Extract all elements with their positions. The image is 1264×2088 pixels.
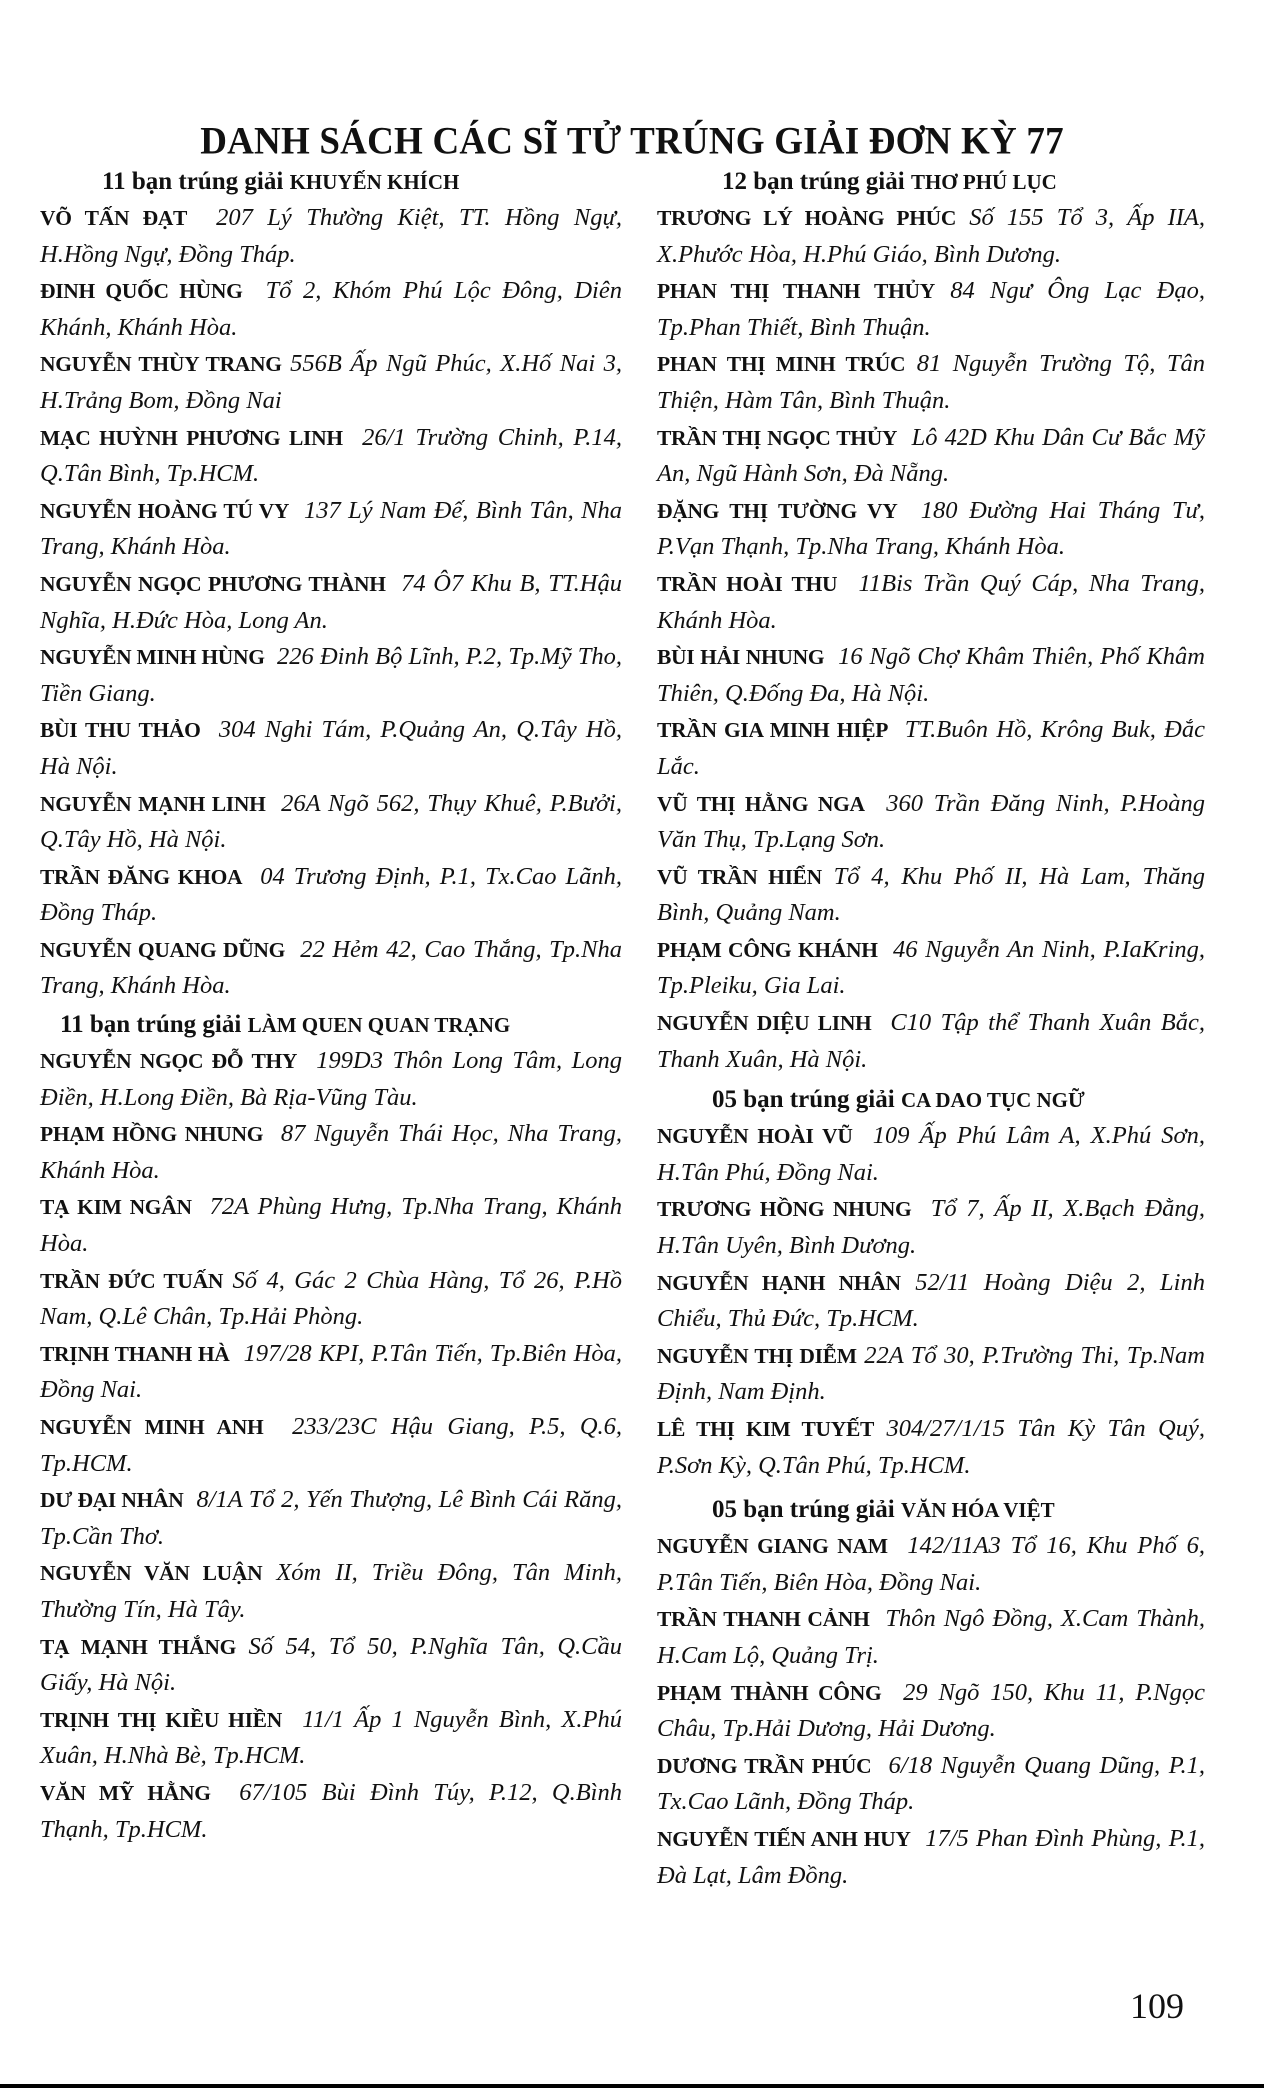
winner-entry bbox=[40, 1482, 622, 1555]
section-category: VĂN HÓA VIỆT bbox=[900, 1498, 1055, 1523]
winner-name: NGUYỄN QUANG DŨNG bbox=[40, 937, 286, 962]
winner-entry bbox=[657, 932, 1205, 1005]
winner-name: NGUYỄN DIỆU LINH bbox=[657, 1011, 872, 1036]
winner-address: 360 Trần Đăng Ninh, P.Hoàng Văn Thụ, Tp.Lạng Sơn. bbox=[657, 789, 1205, 854]
section-count: 12 bạn trúng giải bbox=[722, 168, 905, 195]
winner-entry bbox=[657, 1821, 1205, 1894]
section-count: 11 bạn trúng giải bbox=[102, 168, 284, 195]
winner-name: PHẠM THÀNH CÔNG bbox=[657, 1680, 882, 1705]
winner-entry bbox=[40, 639, 622, 712]
winner-entry bbox=[40, 1189, 622, 1262]
winner-address: 304/27/1/15 Tân Kỳ Tân Quý, P.Sơn Kỳ, Q.Tân Phú, Tp.HCM. bbox=[657, 1415, 1206, 1479]
section-count: 05 bạn trúng giải bbox=[712, 1086, 895, 1114]
winner-entry bbox=[40, 493, 622, 566]
winner-name: LÊ THỊ KIM TUYẾT bbox=[657, 1417, 875, 1441]
winner-address: 180 Đường Hai Tháng Tư, P.Vạn Thạnh, Tp.Nha Trang, Khánh Hòa. bbox=[657, 496, 1206, 561]
winner-address: 81 Nguyễn Trường Tộ, Tân Thiện, Hàm Tân, Bình Thuận. bbox=[657, 350, 1206, 414]
winner-address: Tổ 4, Khu Phố II, Hà Lam, Thăng Bình, Quảng Nam. bbox=[657, 862, 1206, 927]
winner-entry bbox=[40, 1116, 622, 1189]
winner-name: TRẦN THANH CẢNH bbox=[657, 1607, 870, 1632]
winner-address: Tổ 2, Khóm Phú Lộc Đông, Diên Khánh, Khánh Hòa. bbox=[40, 277, 622, 341]
winner-entry bbox=[657, 1338, 1205, 1411]
winner-name: NGUYỄN THÙY TRANG bbox=[40, 352, 282, 377]
winner-address: 137 Lý Nam Đế, Bình Tân, Nha Trang, Khánh Hòa. bbox=[40, 496, 623, 561]
winner-entry bbox=[657, 1265, 1205, 1338]
winner-name: VŨ THỊ HẰNG NGA bbox=[657, 791, 865, 816]
winner-name: NGUYỄN THỊ DIỄM bbox=[657, 1343, 857, 1368]
winner-entry bbox=[40, 1555, 622, 1628]
section-count: 11 bạn trúng giải bbox=[60, 1011, 242, 1039]
winner-address: TT.Buôn Hồ, Krông Buk, Đắc Lắc. bbox=[657, 716, 1205, 780]
winner-address: 29 Ngõ 150, Khu 11, P.Ngọc Châu, Tp.Hải Dương, Hải Dương. bbox=[657, 1678, 1205, 1743]
winner-address: 6/18 Nguyễn Quang Dũng, P.1, Tx.Cao Lãnh, Đồng Tháp. bbox=[657, 1751, 1205, 1816]
page-number: 109 bbox=[1130, 1986, 1184, 2026]
winner-entry bbox=[657, 1191, 1205, 1264]
winner-address: 72A Phùng Hưng, Tp.Nha Trang, Khánh Hòa. bbox=[40, 1193, 622, 1258]
winner-name: NGUYỄN VĂN LUẬN bbox=[40, 1561, 263, 1586]
winner-name: TRẦN ĐĂNG KHOA bbox=[40, 864, 243, 889]
winner-address: 109 Ấp Phú Lâm A, X.Phú Sơn, H.Tân Phú, Đồng Nai. bbox=[657, 1122, 1206, 1186]
winner-name: TRƯƠNG HỒNG NHUNG bbox=[657, 1197, 912, 1222]
winner-address: 16 Ngõ Chợ Khâm Thiên, Phố Khâm Thiên, Q.Đống Đa, Hà Nội. bbox=[657, 643, 1206, 707]
winner-entry bbox=[40, 200, 622, 273]
winner-name: NGUYỄN TIẾN ANH HUY bbox=[657, 1826, 911, 1851]
winner-address: Số 4, Gác 2 Chùa Hàng, Tổ 26, P.Hồ Nam, Q.Lê Chân, Tp.Hải Phòng. bbox=[40, 1266, 622, 1331]
winner-entry bbox=[657, 566, 1205, 639]
winner-address: 226 Đinh Bộ Lĩnh, P.2, Tp.Mỹ Tho, Tiền Giang. bbox=[40, 643, 623, 707]
winner-entry bbox=[657, 200, 1205, 273]
winner-name: TRẦN ĐỨC TUẤN bbox=[40, 1268, 224, 1293]
winner-address: 17/5 Phan Đình Phùng, P.1, Đà Lạt, Lâm Đồng. bbox=[657, 1824, 1206, 1889]
winner-address: 8/1A Tổ 2, Yến Thượng, Lê Bình Cái Răng, Tp.Cần Thơ. bbox=[40, 1486, 623, 1550]
winner-address: Thôn Ngô Đồng, X.Cam Thành, H.Cam Lộ, Quảng Trị. bbox=[657, 1605, 1205, 1669]
winner-address: 556B Ấp Ngũ Phúc, X.Hố Nai 3, H.Trảng Bom, Đồng Nai bbox=[40, 350, 622, 414]
winner-name: VŨ TRẦN HIỂN bbox=[657, 864, 822, 889]
winner-address: 46 Nguyễn An Ninh, P.IaKring, Tp.Pleiku, Gia Lai. bbox=[657, 935, 1205, 1000]
winner-name: NGUYỄN HOÀI VŨ bbox=[657, 1124, 853, 1149]
winner-name: NGUYỄN NGỌC PHƯƠNG THÀNH bbox=[40, 571, 386, 596]
winner-name: TRƯƠNG LÝ HOÀNG PHÚC bbox=[657, 206, 957, 230]
winner-address: 142/11A3 Tổ 16, Khu Phố 6, P.Tân Tiến, Biên Hòa, Đồng Nai. bbox=[657, 1532, 1206, 1596]
winner-name: TẠ MẠNH THẮNG bbox=[40, 1634, 237, 1659]
section-category: KHUYẾN KHÍCH bbox=[289, 170, 460, 194]
winner-entry bbox=[40, 346, 622, 419]
left-column bbox=[40, 164, 622, 1848]
section-heading bbox=[657, 1082, 1205, 1118]
section-heading bbox=[40, 164, 622, 200]
winner-name: NGUYỄN MINH HÙNG bbox=[40, 645, 265, 670]
winner-entry bbox=[40, 786, 622, 859]
winner-name: PHẠM HỒNG NHUNG bbox=[40, 1122, 264, 1147]
winner-entry bbox=[657, 1005, 1205, 1078]
winner-name: ĐẶNG THỊ TƯỜNG VY bbox=[657, 498, 898, 523]
winner-entry bbox=[657, 1528, 1205, 1601]
winner-name: DƯ ĐẠI NHÂN bbox=[40, 1488, 184, 1513]
winner-entry bbox=[657, 859, 1205, 932]
winner-entry bbox=[40, 566, 622, 639]
winner-name: TẠ KIM NGÂN bbox=[40, 1195, 192, 1220]
winner-address: 04 Trương Định, P.1, Tx.Cao Lãnh, Đồng Tháp. bbox=[40, 862, 622, 927]
winner-address: 22A Tổ 30, P.Trường Thi, Tp.Nam Định, Nam Định. bbox=[657, 1341, 1206, 1406]
winner-entry bbox=[657, 786, 1205, 859]
winner-entry bbox=[657, 273, 1205, 346]
winner-entry bbox=[657, 493, 1205, 566]
winner-entry bbox=[657, 420, 1205, 493]
winner-address: 304 Nghi Tám, P.Quảng An, Q.Tây Hồ, Hà Nội. bbox=[40, 716, 622, 780]
winner-name: NGUYỄN HẠNH NHÂN bbox=[657, 1270, 901, 1295]
winner-name: ĐINH QUỐC HÙNG bbox=[40, 279, 243, 304]
winner-address: 11/1 Ấp 1 Nguyễn Bình, X.Phú Xuân, H.Nhà Bè, Tp.HCM. bbox=[40, 1705, 623, 1770]
winner-name: TRẦN HOÀI THU bbox=[657, 571, 838, 596]
winner-entry bbox=[657, 1675, 1205, 1748]
winner-entry bbox=[40, 932, 622, 1005]
winner-entry bbox=[40, 712, 622, 785]
winner-address: 52/11 Hoàng Diệu 2, Linh Chiểu, Thủ Đức, Tp.HCM. bbox=[657, 1268, 1205, 1333]
winner-address: 26/1 Trường Chinh, P.14, Q.Tân Bình, Tp.HCM. bbox=[40, 423, 622, 488]
winner-address: 87 Nguyễn Thái Học, Nha Trang, Khánh Hòa. bbox=[40, 1120, 623, 1184]
winner-name: PHAN THỊ MINH TRÚC bbox=[657, 352, 906, 377]
winner-name: TRẦN GIA MINH HIỆP bbox=[657, 718, 889, 743]
winner-name: NGUYỄN MẠNH LINH bbox=[40, 791, 266, 816]
winner-name: VÕ TẤN ĐẠT bbox=[40, 206, 188, 230]
winner-entry bbox=[657, 1118, 1205, 1191]
winner-entry bbox=[40, 1409, 622, 1482]
winner-address: Tổ 7, Ấp II, X.Bạch Đằng, H.Tân Uyên, Bình Dương. bbox=[657, 1195, 1206, 1260]
bottom-rule bbox=[0, 2084, 1264, 2088]
winner-address: 199D3 Thôn Long Tâm, Long Điền, H.Long Điền, Bà Rịa-Vũng Tàu. bbox=[40, 1047, 623, 1111]
winner-address: Xóm II, Triều Đông, Tân Minh, Thường Tín, Hà Tây. bbox=[40, 1559, 623, 1623]
winner-address: 197/28 KPI, P.Tân Tiến, Tp.Biên Hòa, Đồng Nai. bbox=[40, 1339, 622, 1404]
winner-name: NGUYỄN HOÀNG TÚ VY bbox=[40, 498, 290, 523]
winner-entry bbox=[657, 639, 1205, 712]
winner-entry bbox=[40, 1043, 622, 1116]
winner-entry bbox=[657, 1748, 1205, 1821]
winner-entry bbox=[657, 712, 1205, 785]
winner-entry bbox=[40, 1263, 622, 1336]
winner-address: 74 Ô7 Khu B, TT.Hậu Nghĩa, H.Đức Hòa, Long An. bbox=[40, 569, 622, 634]
section-category: CA DAO TỤC NGỮ bbox=[900, 1088, 1085, 1113]
winner-address: Số 155 Tổ 3, Ấp IIA, X.Phước Hòa, H.Phú Giáo, Bình Dương. bbox=[657, 204, 1206, 268]
section-category: THƠ PHÚ LỤC bbox=[910, 170, 1057, 194]
winner-address: Số 54, Tổ 50, P.Nghĩa Tân, Q.Cầu Giấy, Hà Nội. bbox=[40, 1632, 622, 1697]
winner-address: 207 Lý Thường Kiệt, TT. Hồng Ngự, H.Hồng Ngự, Đồng Tháp. bbox=[40, 204, 623, 268]
winner-entry bbox=[40, 420, 622, 493]
section-heading bbox=[40, 1007, 622, 1043]
section-heading bbox=[657, 1492, 1205, 1528]
section-heading bbox=[657, 164, 1205, 200]
winner-entry bbox=[40, 859, 622, 932]
winner-name: NGUYỄN MINH ANH bbox=[40, 1415, 264, 1439]
right-column bbox=[657, 164, 1205, 1894]
winner-name: NGUYỄN NGỌC ĐỖ THY bbox=[40, 1049, 298, 1074]
winner-entry bbox=[40, 1629, 622, 1702]
winner-address: C10 Tập thể Thanh Xuân Bắc, Thanh Xuân, Hà Nội. bbox=[657, 1009, 1205, 1073]
section-category: LÀM QUEN QUAN TRẠNG bbox=[247, 1013, 511, 1038]
winner-entry bbox=[40, 1702, 622, 1775]
winner-address: 22 Hẻm 42, Cao Thắng, Tp.Nha Trang, Khánh Hòa. bbox=[40, 935, 622, 1000]
winner-name: PHAN THỊ THANH THỦY bbox=[657, 279, 935, 304]
winner-entry bbox=[40, 1775, 622, 1848]
winner-entry bbox=[40, 273, 622, 346]
winner-name: MẠC HUỲNH PHƯƠNG LINH bbox=[40, 425, 343, 450]
winner-name: NGUYỄN GIANG NAM bbox=[657, 1534, 888, 1559]
winner-name: VĂN MỸ HẰNG bbox=[40, 1780, 211, 1805]
winner-address: 67/105 Bùi Đình Túy, P.12, Q.Bình Thạnh, Tp.HCM. bbox=[40, 1778, 622, 1843]
winner-name: DƯƠNG TRẦN PHÚC bbox=[657, 1753, 872, 1778]
winner-name: TRẦN THỊ NGỌC THỦY bbox=[657, 425, 898, 450]
section-count: 05 bạn trúng giải bbox=[712, 1496, 895, 1524]
winner-entry bbox=[40, 1336, 622, 1409]
winner-address: Lô 42D Khu Dân Cư Bắc Mỹ An, Ngũ Hành Sơn, Đà Nẵng. bbox=[657, 423, 1206, 488]
winner-name: BÙI HẢI NHUNG bbox=[657, 645, 825, 670]
page-title: DANH SÁCH CÁC SĨ TỬ TRÚNG GIẢI ĐƠN KỲ 77 bbox=[200, 119, 1064, 163]
winner-address: 11Bis Trần Quý Cáp, Nha Trang, Khánh Hòa. bbox=[657, 569, 1205, 634]
winner-entry bbox=[657, 1601, 1205, 1674]
winner-name: TRỊNH THANH HÀ bbox=[40, 1341, 230, 1366]
winner-entry bbox=[657, 1411, 1205, 1484]
winner-name: BÙI THU THẢO bbox=[40, 718, 201, 743]
winner-entry bbox=[657, 346, 1205, 419]
winner-address: 26A Ngõ 562, Thụy Khuê, P.Bưởi, Q.Tây Hồ, Hà Nội. bbox=[40, 789, 622, 854]
winner-address: 233/23C Hậu Giang, P.5, Q.6, Tp.HCM. bbox=[40, 1413, 623, 1477]
winner-address: 84 Ngư Ông Lạc Đạo, Tp.Phan Thiết, Bình Thuận. bbox=[657, 277, 1205, 341]
winner-name: TRỊNH THỊ KIỀU HIỀN bbox=[40, 1707, 282, 1732]
winner-name: PHẠM CÔNG KHÁNH bbox=[657, 937, 878, 962]
